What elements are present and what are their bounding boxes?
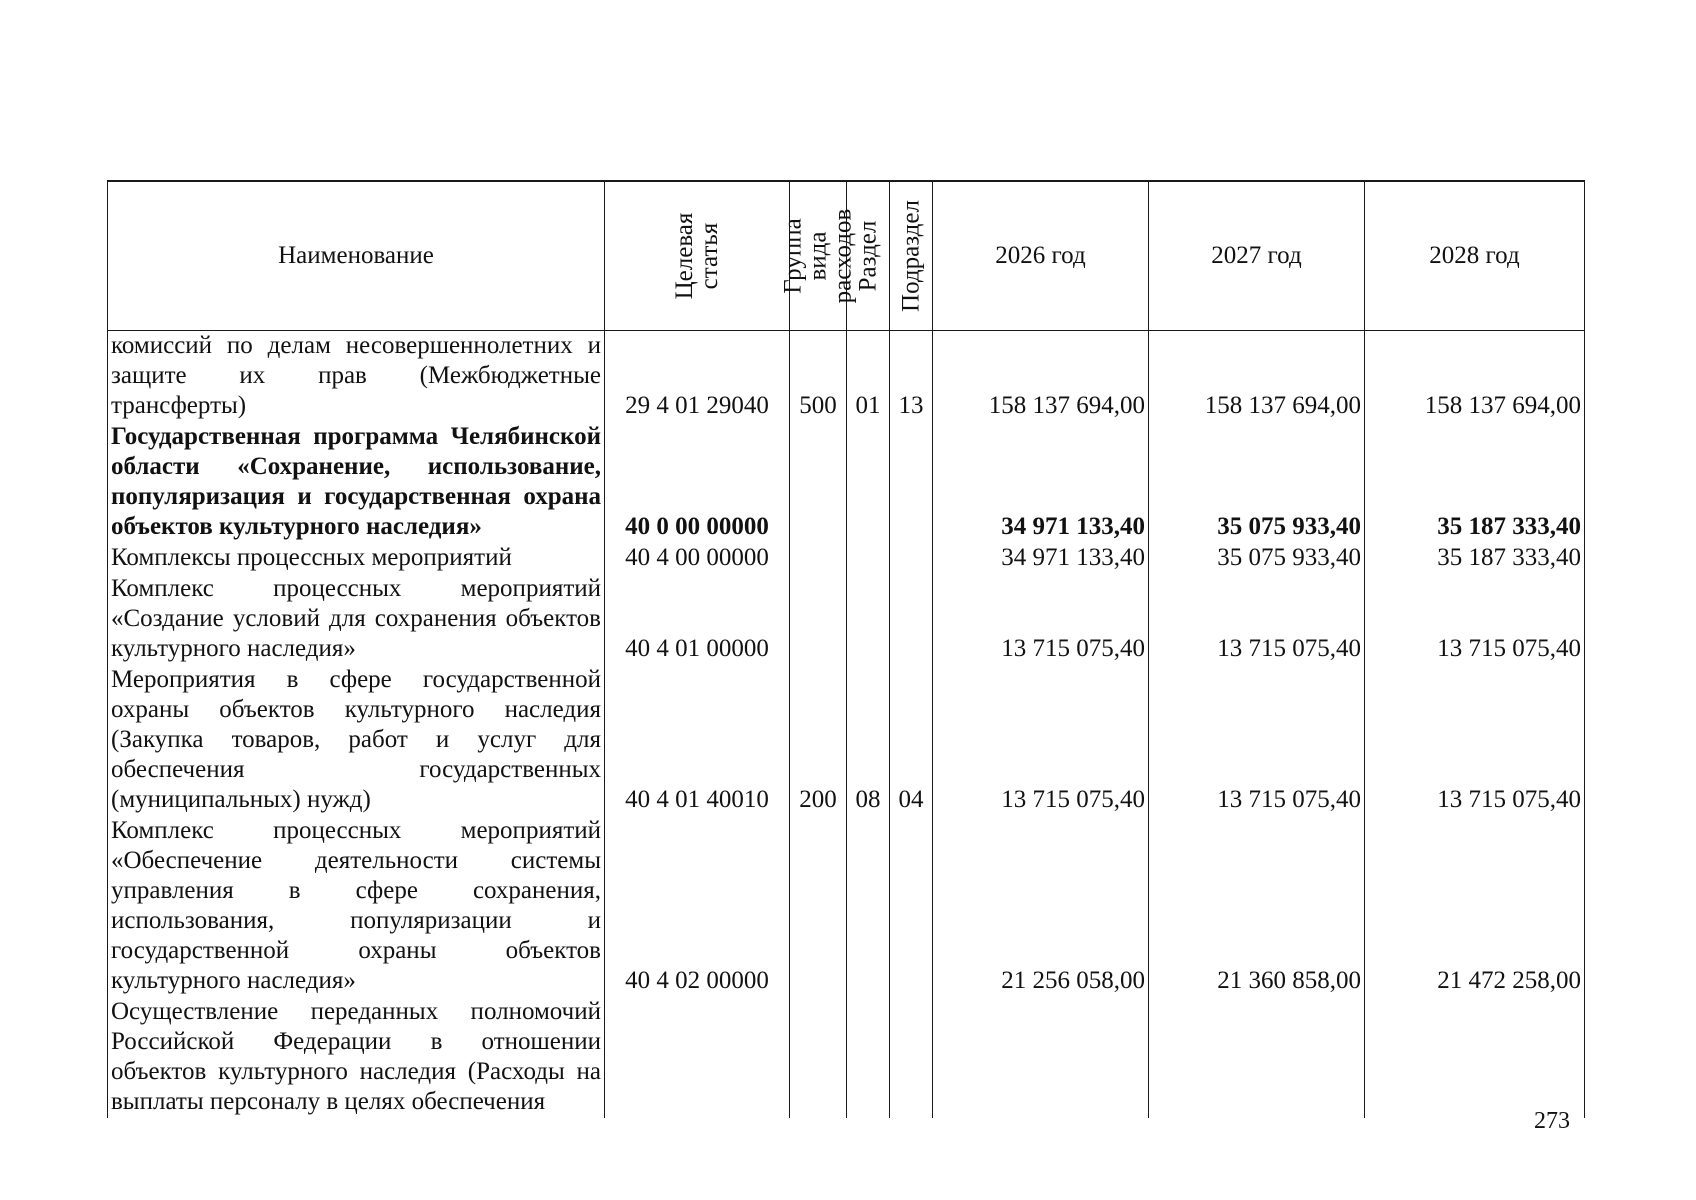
table-row: [108, 816, 1585, 997]
row-group: [790, 816, 847, 997]
row-subsection: 13: [890, 331, 933, 423]
row-amount-2028: 158 137 694,00: [1365, 331, 1585, 423]
table-row: [108, 543, 1585, 574]
row-amount-2028: 13 715 075,40: [1365, 574, 1585, 665]
row-amount-2028: 35 187 333,40: [1365, 422, 1585, 543]
row-amount-2026: 21 256 058,00: [933, 816, 1149, 997]
row-amount-2026: 34 971 133,40: [933, 422, 1149, 543]
header-year-2026: 2026 год: [933, 181, 1149, 331]
row-amount-2027: 13 715 075,40: [1149, 665, 1365, 816]
row-target-code: 40 4 02 00000: [605, 816, 790, 997]
header-year-2027: 2027 год: [1149, 181, 1365, 331]
row-section: [847, 543, 890, 574]
row-subsection: [890, 543, 933, 574]
row-section: [847, 997, 890, 1118]
row-name: Мероприятия в сфере государственной охраны объектов культурного наследия (Закупка товаров, работ и услуг для обеспечения государственных (муниципальных) нужд): [108, 665, 605, 816]
row-amount-2026: 158 137 694,00: [933, 331, 1149, 423]
row-section: [847, 574, 890, 665]
header-year-2028: 2028 год: [1365, 181, 1585, 331]
row-amount-2026: 13 715 075,40: [933, 574, 1149, 665]
row-subsection: 04: [890, 665, 933, 816]
row-amount-2026: 13 715 075,40: [933, 665, 1149, 816]
header-expense-group: Группа вида расходов: [790, 181, 847, 331]
row-subsection: [890, 574, 933, 665]
row-amount-2028: 21 472 258,00: [1365, 816, 1585, 997]
row-amount-2027: 13 715 075,40: [1149, 574, 1365, 665]
row-group: [790, 543, 847, 574]
header-name: Наименование: [108, 181, 605, 331]
row-amount-2026: 34 971 133,40: [933, 543, 1149, 574]
row-subsection: [890, 816, 933, 997]
row-group: 500: [790, 331, 847, 423]
row-amount-2027: 35 075 933,40: [1149, 422, 1365, 543]
row-target-code: 29 4 01 29040: [605, 331, 790, 423]
row-amount-2027: 158 137 694,00: [1149, 331, 1365, 423]
table-header-row: [108, 181, 1585, 331]
row-amount-2026: [933, 997, 1149, 1118]
row-subsection: [890, 997, 933, 1118]
row-section: [847, 816, 890, 997]
row-target-code: 40 0 00 00000: [605, 422, 790, 543]
row-amount-2028: 35 187 333,40: [1365, 543, 1585, 574]
row-group: 200: [790, 665, 847, 816]
row-name: Комплексы процессных мероприятий: [108, 543, 605, 574]
row-group: [790, 997, 847, 1118]
row-target-code: [605, 997, 790, 1118]
row-section: 08: [847, 665, 890, 816]
row-amount-2027: 35 075 933,40: [1149, 543, 1365, 574]
row-amount-2028: 13 715 075,40: [1365, 665, 1585, 816]
row-amount-2027: 21 360 858,00: [1149, 816, 1365, 997]
row-target-code: 40 4 00 00000: [605, 543, 790, 574]
row-name: Комплекс процессных мероприятий «Обеспечение деятельности системы управления в сфере сохранения, использования, популяризации и государственной охраны объектов культурного наследия»: [108, 816, 605, 997]
table-row: [108, 422, 1585, 543]
page-number: 273: [1534, 1108, 1570, 1134]
table-row: [108, 574, 1585, 665]
row-name: Комплекс процессных мероприятий «Создание условий для сохранения объектов культурного наследия»: [108, 574, 605, 665]
header-subsection: Подраздел: [890, 181, 933, 331]
row-amount-2028: [1365, 997, 1585, 1118]
row-section: 01: [847, 331, 890, 423]
budget-table: [107, 180, 1585, 1118]
row-subsection: [890, 422, 933, 543]
row-name: комиссий по делам несовершеннолетних и защите их прав (Межбюджетные трансферты): [108, 331, 605, 423]
row-group: [790, 422, 847, 543]
table-row: [108, 331, 1585, 423]
row-group: [790, 574, 847, 665]
table-row: [108, 665, 1585, 816]
header-target-article: Целевая статья: [605, 181, 790, 331]
table-row: [108, 997, 1585, 1118]
row-amount-2027: [1149, 997, 1365, 1118]
header-section: Раздел: [847, 181, 890, 331]
row-section: [847, 422, 890, 543]
row-name: Государственная программа Челябинской области «Сохранение, использование, популяризация и государственная охрана объектов культурного наследия»: [108, 422, 605, 543]
row-target-code: 40 4 01 40010: [605, 665, 790, 816]
row-name: Осуществление переданных полномочий Российской Федерации в отношении объектов культурного наследия (Расходы на выплаты персоналу в целях обеспечения: [108, 997, 605, 1118]
row-target-code: 40 4 01 00000: [605, 574, 790, 665]
